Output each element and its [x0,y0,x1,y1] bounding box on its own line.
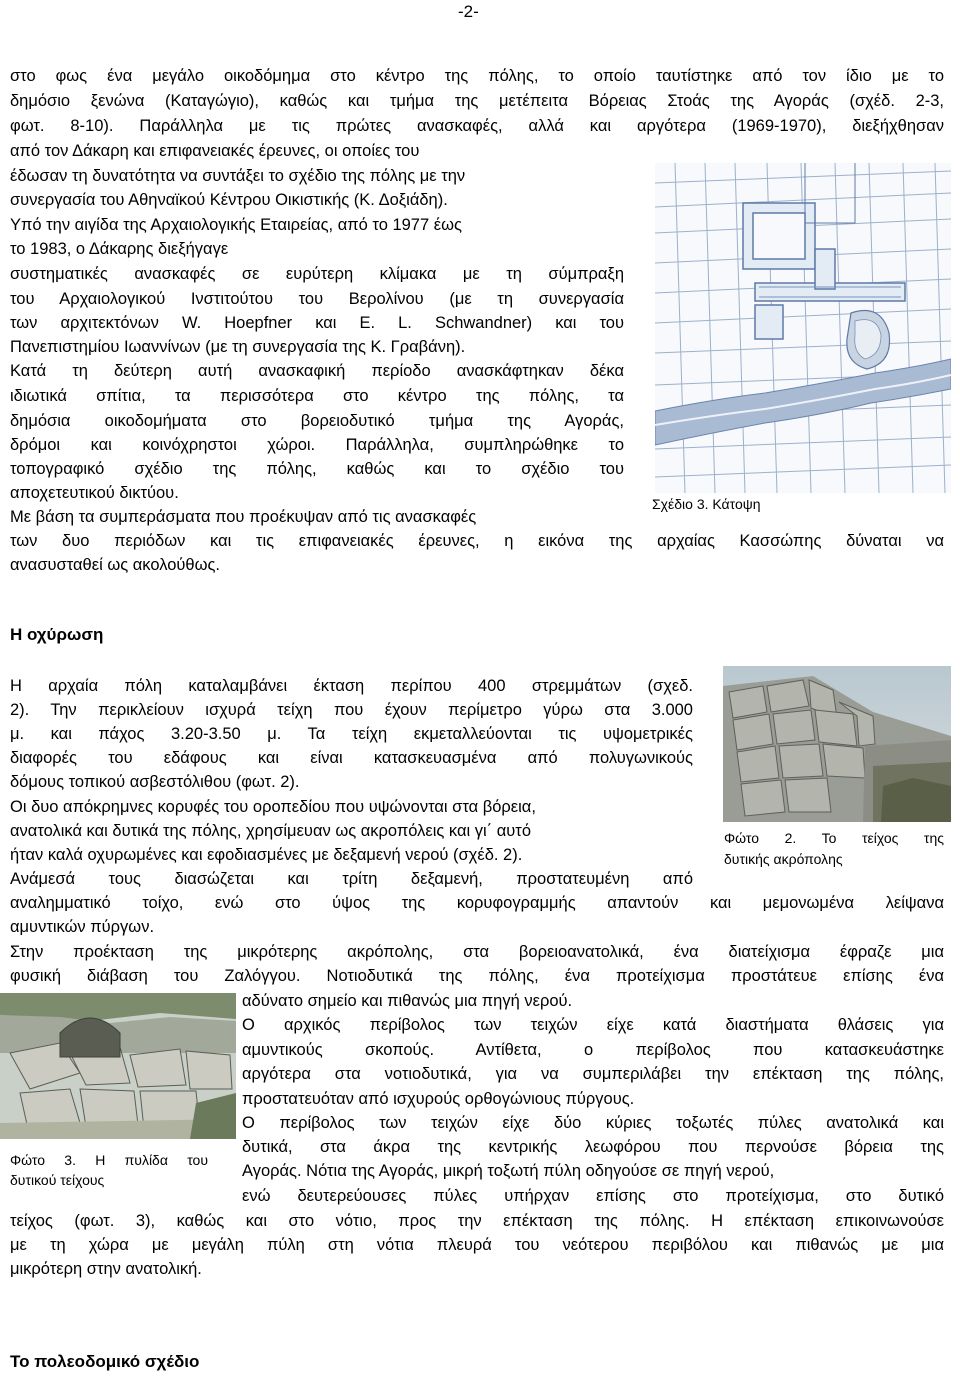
paragraph-line: δημόσιο ξενώνα (Καταγώγιο), καθώς και τμήμα της μετέπειτα Βόρειας Στοάς της Αγοράς (σχέδ. 2-3, [10,92,944,110]
paragraph-line: 2). Την περικλείουν ισχυρά τείχη που έχουν περίμετρο γύρω στα 3.000 [10,701,693,719]
paragraph-line: Ανάμεσά τους διασώζεται και τρίτη δεξαμενή, προστατευμένη από [10,870,693,888]
paragraph-line: Στην προέκταση της μικρότερης ακρόπολης, στα βορειοανατολικά, ένα διατείχισμα έφραζε μια [10,943,944,961]
section-heading: Το πολεοδομικό σχέδιο [10,1352,200,1371]
paragraph-line: των δυο περιόδων και τις επιφανειακές έρευνες, η εικόνα της αρχαίας Κασσώπης δύναται να [10,532,944,550]
paragraph-line: Ο περίβολος των τειχών είχε δύο κύριες τοξωτές πύλες ανατολικά και [242,1114,944,1132]
page-number: -2- [458,2,479,21]
paragraph-line: διαφορές του εδάφους και είναι κατασκευασμένα από πολυγωνικούς [10,749,693,767]
paragraph-line: Αγοράς. Νότια της Αγοράς, μικρή τοξωτή πύλη οδηγούσε σε πηγή νερού, [242,1162,775,1180]
wall-photo [723,666,951,822]
paragraph-line: Οι δυο απόκρημνες κορυφές του οροπεδίου που υψώνονται στα βόρεια, [10,798,536,816]
paragraph-line: ήταν καλά οχυρωμένες και εφοδιασμένες με δεξαμενή νερού (σχέδ. 2). [10,846,523,864]
paragraph-line: στο φως ένα μεγάλο οικοδόμημα στο κέντρο της πόλης, το οποίο ταυτίστηκε από τον ίδιο με το [10,67,944,85]
paragraph-line: μικρότερη στην ανατολική. [10,1260,202,1278]
photo-caption: δυτικής ακρόπολης [724,851,843,867]
paragraph-line: Πανεπιστημίου Ιωαννίνων (με τη συνεργασία της Κ. Γραβάνη). [10,338,466,356]
paragraph-line: προστατευόταν από ισχυρούς ορθογώνιους πύργους. [242,1090,635,1108]
paragraph-line: των αρχιτεκτόνων W. Hoepfner και E. L. Schwandner) και του [10,314,624,332]
paragraph-line: δυτικά, στα άκρα της κεντρικής λεωφόρου που περνούσε βόρεια της [242,1138,944,1156]
paragraph-line: αναλημματικό τοίχο, ενώ στο ύψος της κορυφογραμμής απαντούν και μεμονωμένα λείψανα [10,894,944,912]
paragraph-line: έδωσαν τη δυνατότητα να συντάξει το σχέδιο της πόλης με την [10,167,466,185]
paragraph-line: Με βάση τα συμπεράσματα που προέκυψαν από τις ανασκαφές [10,508,477,526]
paragraph-line: ενώ δευτερεύουσες πύλες υπήρχαν επίσης στο προτείχισμα, στο δυτικό [242,1187,944,1205]
gate-photo [0,993,236,1139]
photo-caption: Φώτο 2. Το τείχος της [724,830,944,846]
city-plan-figure [655,163,951,493]
paragraph-line: συνεργασία του Αθηναϊκού Κέντρου Οικιστικής (Κ. Δοξιάδη). [10,191,448,209]
paragraph-line: δημόσια οικοδομήματα στο βορειοδυτικό τμήμα της Αγοράς, [10,412,624,430]
paragraph-line: μ. και πάχος 3.20-3.50 μ. Τα τείχη εκμεταλλεύονται τις υψομετρικές [10,725,693,743]
paragraph-line: δρόμοι και κοινόχρηστοι χώροι. Παράλληλα, συμπληρώθηκε το [10,436,624,454]
paragraph-line: ανασυσταθεί ως ακολούθως. [10,556,220,574]
paragraph-line: Ο αρχικός περίβολος των τειχών είχε κατά διαστήματα θλάσεις για [242,1016,944,1034]
paragraph-line: τείχος (φωτ. 3), καθώς και στο νότιο, προς την επέκταση της πόλης. Η επέκταση επικοινωνούσε [10,1212,944,1230]
paragraph-line: από τον Δάκαρη και επιφανειακές έρευνες, οι οποίες του [10,142,420,160]
paragraph-line: το 1983, ο Δάκαρης διεξήγαγε [10,240,229,258]
paragraph-line: αδύνατο σημείο και πιθανώς μια πηγή νερού. [242,992,573,1010]
paragraph-line: αργότερα στα νοτιοδυτικά, για να συμπεριλάβει την επέκταση της πόλης, [242,1065,944,1083]
paragraph-line: ανατολικά και δυτικά της πόλης, χρησίμευαν ως ακροπόλεις και γι΄ αυτό [10,822,531,840]
paragraph-line: Υπό την αιγίδα της Αρχαιολογικής Εταιρείας, από το 1977 έως [10,216,462,234]
photo-caption: δυτικού τείχους [10,1172,105,1188]
paragraph-line: αμυντικών πύργων. [10,918,155,936]
paragraph-line: τοπογραφικό σχέδιο της πόλης, καθώς και το σχέδιο του [10,460,624,478]
paragraph-line: Κατά τη δεύτερη αυτή ανασκαφική περίοδο ανασκάφτηκαν δέκα [10,362,624,380]
paragraph-line: συστηματικές ανασκαφές σε ευρύτερη κλίμακα με τη σύμπραξη [10,265,624,283]
paragraph-line: του Αρχαιολογικού Ινστιτούτου του Βερολίνου (με τη συνεργασία [10,290,624,308]
figure-caption: Σχέδιο 3. Κάτοψη [652,496,761,512]
paragraph-line: αμυντικούς σκοπούς. Αντίθετα, ο περίβολος που κατασκευάστηκε [242,1041,944,1059]
paragraph-line: αποχετευτικού δικτύου. [10,484,179,502]
paragraph-line: ιδιωτικά σπίτια, τα περισσότερα στο κέντρο της πόλης, τα [10,387,624,405]
paragraph-line: φυσική διάβαση του Ζαλόγγου. Νοτιοδυτικά της πόλης, ένα προτείχισμα προστάτευε επίσης ένα [10,967,944,985]
section-heading: Η οχύρωση [10,625,104,644]
paragraph-line: δόμους τοπικού ασβεστόλιθου (φωτ. 2). [10,773,300,791]
paragraph-line: με τη χώρα με μεγάλη πύλη στη νότια πλευρά του νεότερου περιβόλου και πιθανώς με μια [10,1236,944,1254]
paragraph-line: Η αρχαία πόλη καταλαμβάνει έκταση περίπου 400 στρεμμάτων (σχεδ. [10,677,693,695]
photo-caption: Φώτο 3. Η πυλίδα του [10,1152,208,1168]
paragraph-line: φωτ. 8-10). Παράλληλα με τις πρώτες ανασκαφές, αλλά και αργότερα (1969-1970), διεξήχθησαν [10,117,944,135]
